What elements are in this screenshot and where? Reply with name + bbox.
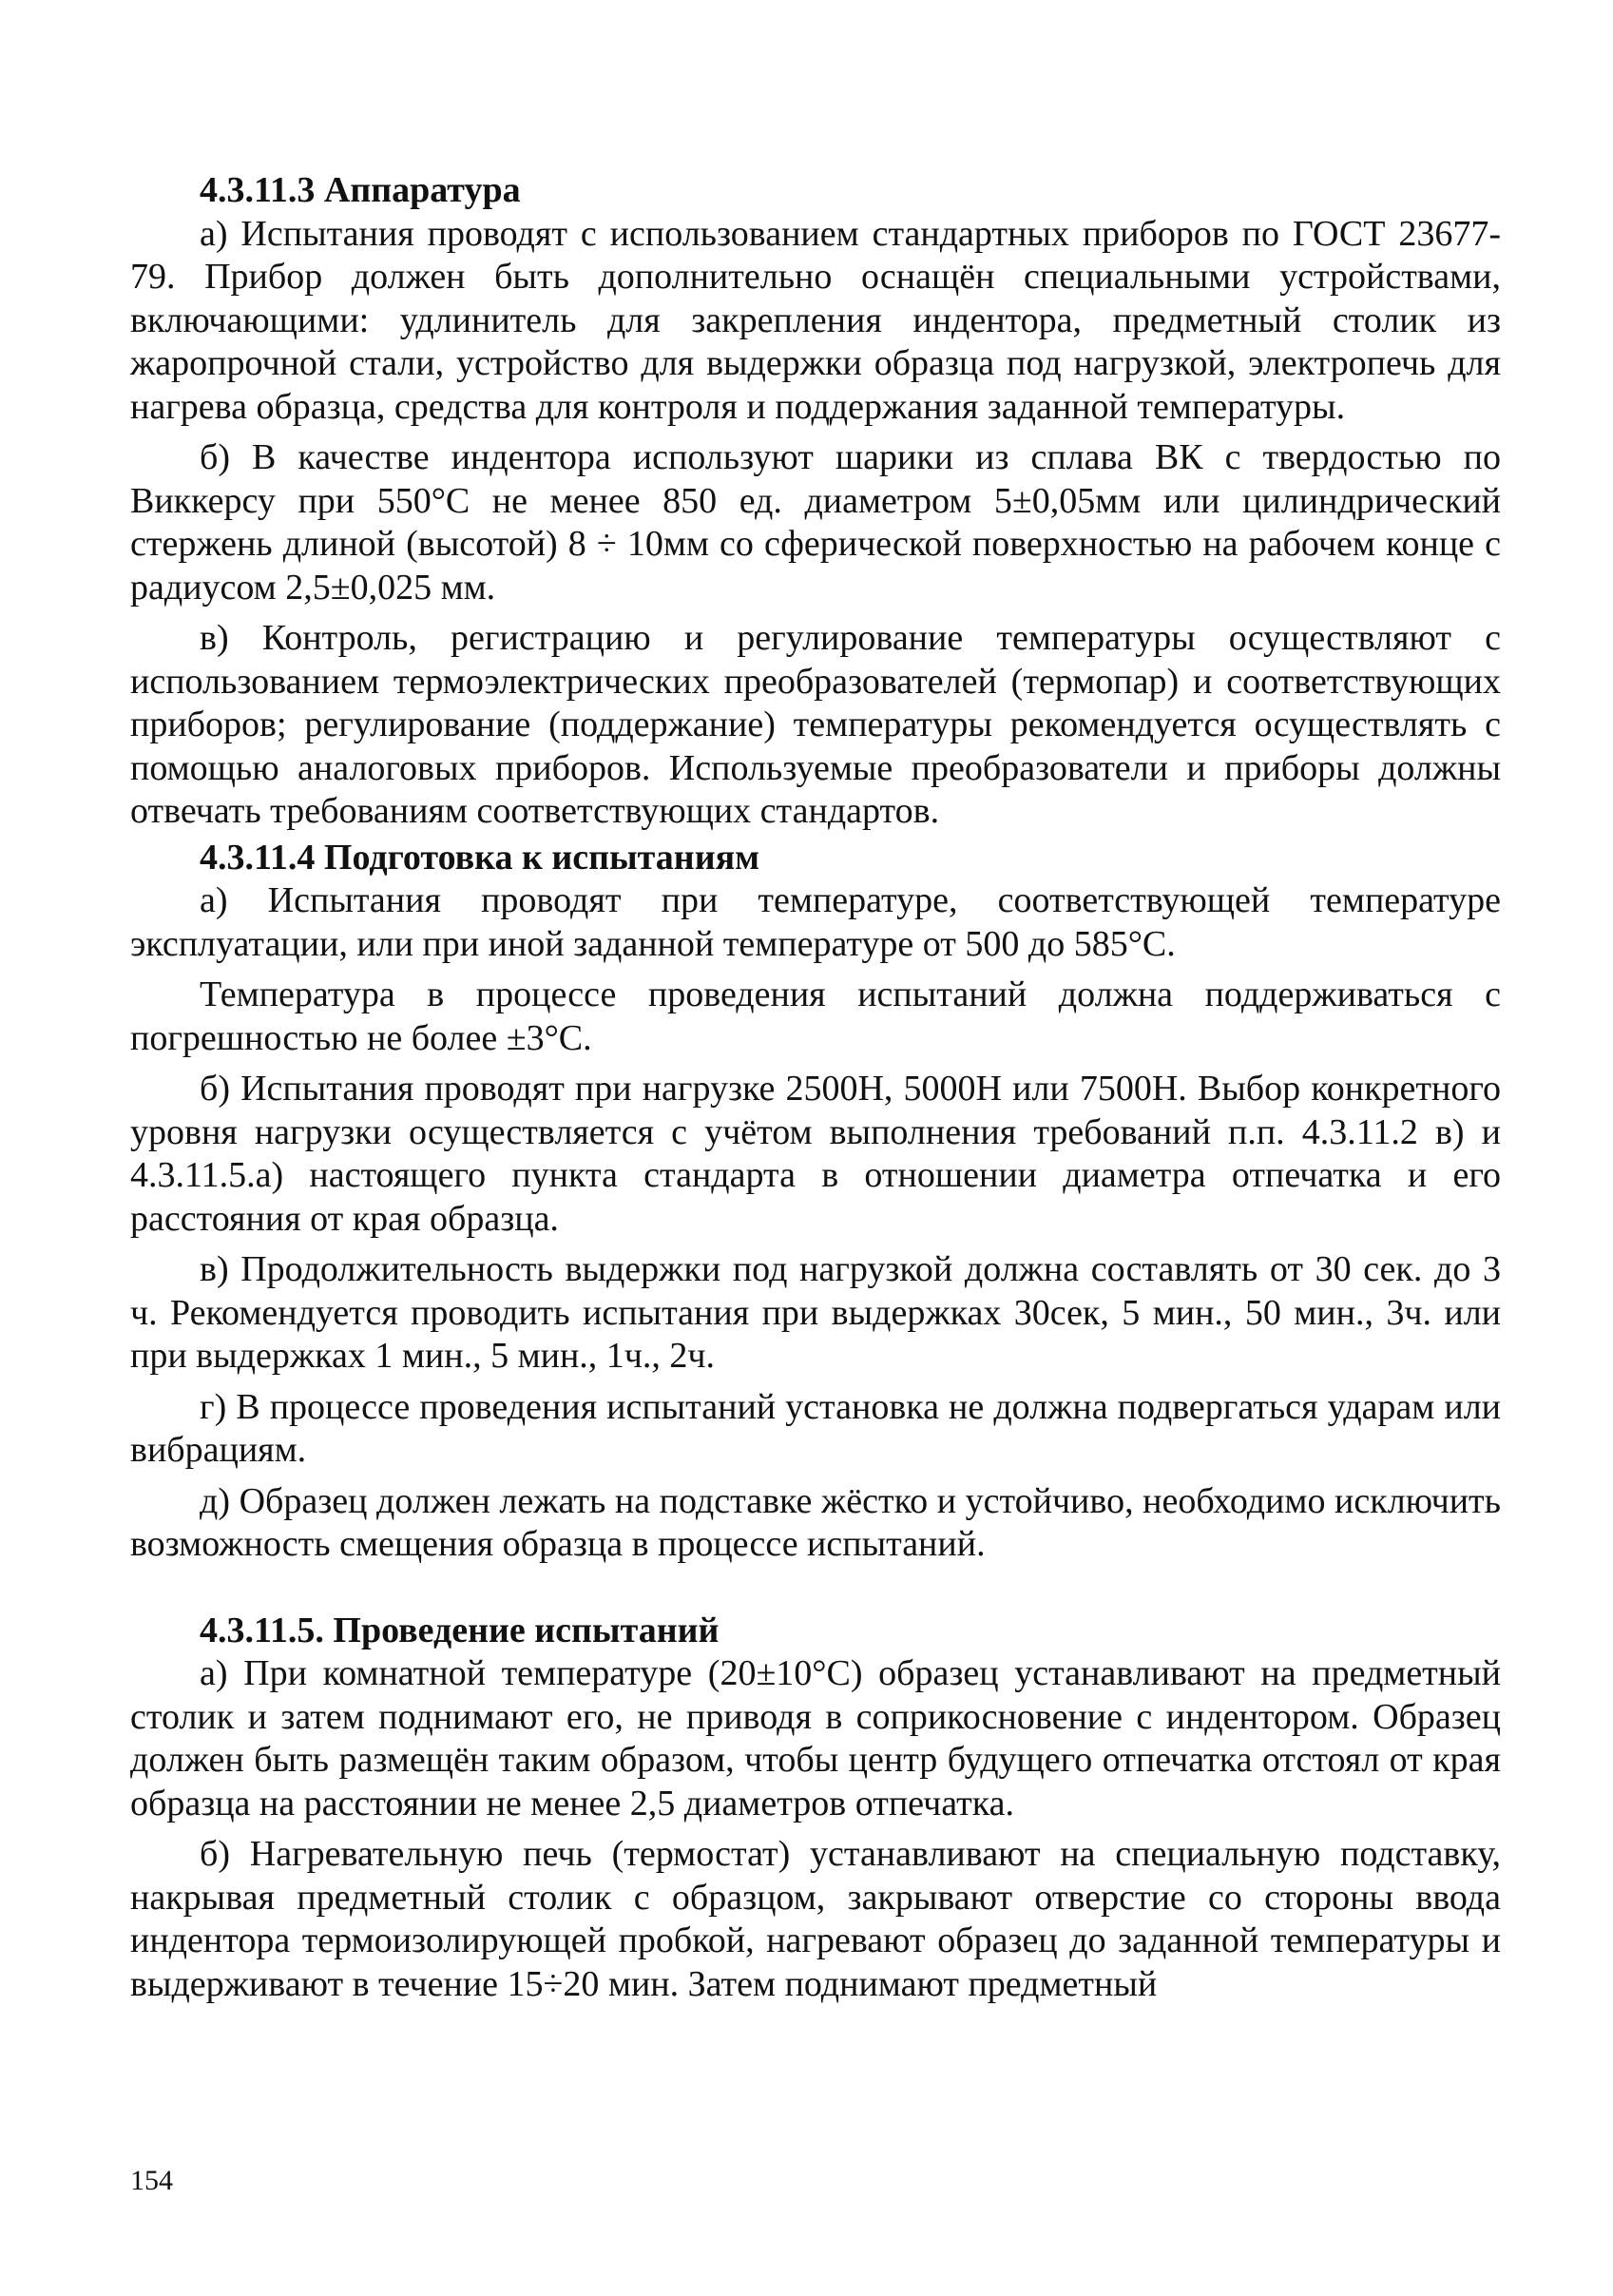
paragraph-preparation-g: г) В процессе проведения испытаний установка не должна подвергаться ударам или вибрациям. — [130, 1386, 1501, 1470]
paragraph-preparation-d: д) Образец должен лежать на подставке жёстко и устойчиво, необходимо исключить возможность смещения образца в процессе испытаний. — [130, 1480, 1501, 1564]
paragraph-preparation-v: в) Продолжительность выдержки под нагрузкой должна составлять от 30 сек. до 3 ч. Рекомендуется проводить испытания при выдержках 30сек, 5 мин., 50 мин., 3ч. или при выдержках 1 мин., 5 мин., 1ч., 2ч. — [130, 1249, 1501, 1376]
paragraph-preparation-a: а) Испытания проводят при температуре, соответствующей температуре эксплуатации, или при иной заданной температуре от 500 до 585°С. — [130, 880, 1501, 964]
paragraph-apparatus-v: в) Контроль, регистрацию и регулирование температуры осуществляют с использованием термоэлектрических преобразователей (термопар) и соответствующих приборов; регулирование (поддержание) температуры рекомендуется осуществлять с помощью аналоговых приборов. Используемые преобразователи и приборы должны отвечать требованиям соответствующих стандартов. — [130, 618, 1501, 831]
document-page — [130, 169, 1501, 2006]
paragraph-preparation-temperature: Температура в процессе проведения испытаний должна поддерживаться с погрешностью не более ±3°С. — [130, 974, 1501, 1058]
paragraph-testing-a: а) При комнатной температуре (20±10°С) образец устанавливают на предметный столик и затем поднимают его, не приводя в соприкосновение с индентором. Образец должен быть размещён таким образом, чтобы центр будущего отпечатка отстоял от края образца на расстоянии не менее 2,5 диаметров отпечатка. — [130, 1653, 1501, 1823]
paragraph-preparation-b: б) Испытания проводят при нагрузке 2500Н, 5000Н или 7500Н. Выбор конкретного уровня нагрузки осуществляется с учётом выполнения требований п.п. 4.3.11.2 в) и 4.3.11.5.а) настоящего пункта стандарта в отношении диаметра отпечатка и его расстояния от края образца. — [130, 1069, 1501, 1239]
page-number: 154 — [130, 2165, 173, 2196]
paragraph-apparatus-a: а) Испытания проводят с использованием стандартных приборов по ГОСТ 23677-79. Прибор должен быть дополнительно оснащён специальными устройствами, включающими: удлинитель для закрепления индентора, предметный столик из жаропрочной стали, устройство для выдержки образца под нагрузкой, электропечь для нагрева образца, средства для контроля и поддержания заданной температуры. — [130, 213, 1501, 427]
section-heading-preparation: 4.3.11.4 Подготовка к испытаниям — [200, 837, 760, 878]
paragraph-apparatus-b: б) В качестве индентора используют шарики из сплава ВК с твердостью по Виккерсу при 550°С не менее 850 ед. диаметром 5±0,05мм или цилиндрический стержень длиной (высотой) 8 ÷ 10мм со сферической поверхностью на рабочем конце с радиусом 2,5±0,025 мм. — [130, 437, 1501, 608]
paragraph-testing-b: б) Нагревательную печь (термостат) устанавливают на специальную подставку, накрывая предметный столик с образцом, закрывают отверстие со стороны ввода индентора термоизолирующей пробкой, нагревают образец до заданной температуры и выдерживают в течение 15÷20 мин. Затем поднимают предметный — [130, 1834, 1501, 2004]
section-heading-apparatus: 4.3.11.3 Аппаратура — [200, 170, 521, 210]
section-heading-testing: 4.3.11.5. Проведение испытаний — [200, 1610, 720, 1650]
